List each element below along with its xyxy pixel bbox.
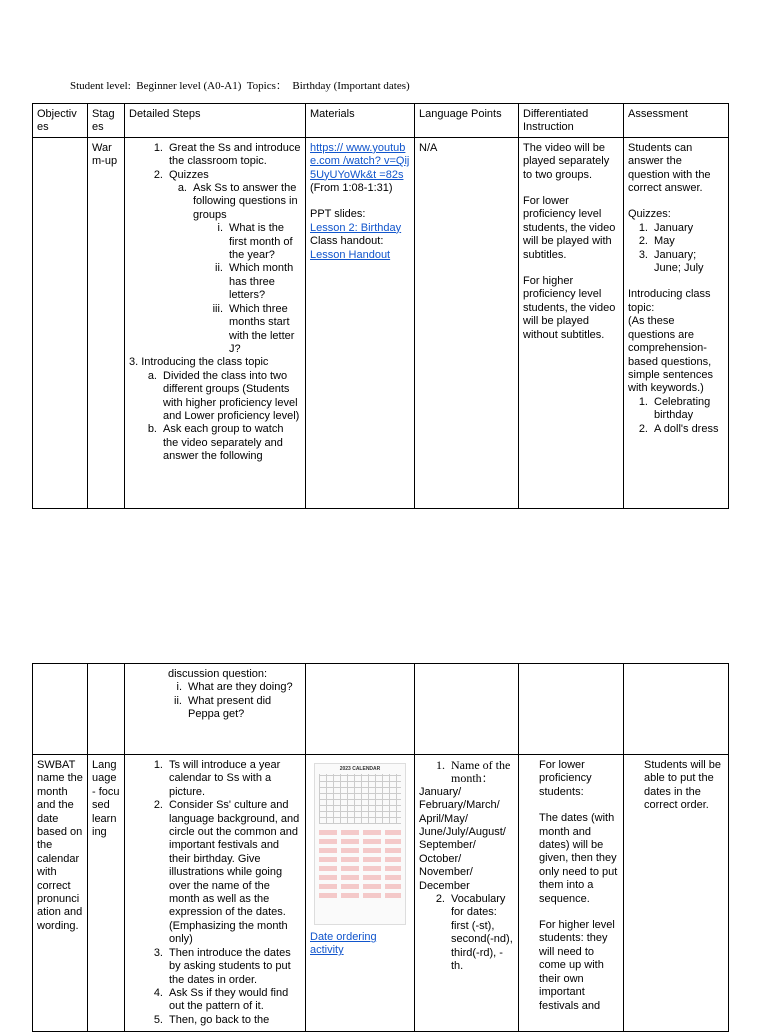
topics-label: Topics： bbox=[246, 80, 287, 92]
col-header-stages: Stag es bbox=[88, 104, 125, 138]
lesson-handout-link[interactable]: Lesson Handout bbox=[310, 248, 391, 261]
col-header-language-points: Language Points bbox=[415, 104, 519, 138]
lang-step-5: 5. Then, go back to the bbox=[153, 1013, 270, 1026]
lang-diff-2: The dates (with month and dates) will be given, then they only need to put them into a sequence. bbox=[539, 812, 618, 905]
lang-step-4: 4. Ask Ss if they would find out the pattern of it. bbox=[153, 986, 289, 1013]
ppt-label: PPT slides: bbox=[310, 208, 366, 221]
col-header-detailed-steps: Detailed Steps bbox=[125, 104, 306, 138]
language-objective: SWBAT name the month and the date based on the calendar with correct pronunci ation and wording. bbox=[33, 755, 88, 1032]
answer-1: 1. January bbox=[638, 221, 694, 234]
question-1: i. What is the first month of the year? bbox=[217, 222, 293, 262]
intro-note: (As these questions are comprehension-based questions, simple sentences with keywords.) bbox=[628, 315, 713, 395]
question-3: iii. Which three months start with the letter J? bbox=[212, 302, 295, 355]
topic-answer-2: 2. A doll's dress bbox=[638, 422, 719, 435]
topic-answer-1: 1. Celebrating birthday bbox=[638, 395, 711, 422]
quizzes-label: Quizzes: bbox=[628, 208, 671, 221]
discussion-question-1: i. What are they doing? bbox=[176, 681, 293, 694]
table-row-language-focused bbox=[33, 755, 729, 1032]
date-ordering-link[interactable]: Date ordering activity bbox=[310, 931, 377, 957]
lesson-plan-table-1 bbox=[32, 103, 729, 509]
warmup-materials bbox=[306, 137, 415, 508]
language-stage: Lang uage - focu sed learn ing bbox=[88, 755, 125, 1032]
lang-diff-1: For lower proficiency students: bbox=[539, 759, 592, 798]
language-materials bbox=[306, 755, 415, 1032]
calendar-image bbox=[314, 763, 406, 925]
step-3b: b. Ask each group to watch the video separately and answer the following bbox=[147, 423, 284, 463]
youtube-video-link[interactable]: https:// www.youtube.com /watch? v=Qij5UyUYoWk&t =82s bbox=[310, 141, 410, 181]
student-level-value: Beginner level (A0-A1) bbox=[136, 80, 242, 92]
question-2: ii. Which month has three letters? bbox=[215, 262, 294, 302]
lesson-plan-table-2 bbox=[32, 663, 729, 1032]
ppt-slides-link[interactable]: Lesson 2: Birthday bbox=[310, 221, 402, 234]
handout-label: Class handout: bbox=[310, 235, 384, 248]
warmup-assessment bbox=[624, 137, 729, 508]
lp-1: 1. Name of the month： bbox=[436, 758, 511, 786]
warmup-differentiated bbox=[519, 137, 624, 508]
col-header-assessment: Assessment bbox=[624, 104, 729, 138]
discussion-line: discussion question: bbox=[168, 668, 268, 680]
lang-diff-3: For higher level students: they will need to come up with their own important festivals and bbox=[539, 919, 615, 1012]
discussion-question-2: ii. What present did Peppa get? bbox=[174, 694, 272, 721]
col-header-objectives: Objectiv es bbox=[33, 104, 88, 138]
step-1: 1. Great the Ss and introduce the classroom topic. bbox=[153, 141, 301, 168]
language-assessment: Students will be able to put the dates in the correct order. bbox=[624, 755, 729, 1032]
language-steps bbox=[125, 755, 306, 1032]
warmup-language-points: N/A bbox=[415, 137, 519, 508]
table-row-warmup bbox=[33, 137, 729, 508]
diff-paragraph-1: The video will be played separately to two groups. bbox=[523, 141, 610, 181]
lang-step-2: 2. Consider Ss' culture and language background, and circle out the common and important festivals and their birthday. Give illustrations while going over the name of the month as well as the expression of the dates. (Emphasizing the month only) bbox=[153, 799, 300, 946]
assess-paragraph-1: Students can answer the question with the correct answer. bbox=[628, 141, 711, 195]
step-2: 2. Quizzes bbox=[153, 168, 209, 181]
intro-label: Introducing class topic: bbox=[628, 288, 711, 314]
answer-2: 2. May bbox=[638, 235, 675, 248]
col-header-materials: Materials bbox=[306, 104, 415, 138]
lp-2: 2. Vocabulary for dates: first (-st), second(-nd), third(-rd), -th. bbox=[435, 893, 513, 973]
step-2a: a. Ask Ss to answer the following questions in groups bbox=[177, 182, 298, 221]
diff-paragraph-2: For lower proficiency level students, the video will be played with subtitles. bbox=[523, 195, 616, 261]
lesson-header bbox=[70, 80, 410, 93]
step-3: 3. Introducing the class topic bbox=[129, 356, 269, 369]
answer-3: 3. January; June; July bbox=[638, 248, 704, 275]
language-differentiated bbox=[519, 755, 624, 1032]
table-header-row bbox=[33, 104, 729, 138]
table-row-continuation bbox=[33, 664, 729, 755]
warmup-objective bbox=[33, 137, 88, 508]
col-header-differentiated-instruction: Differentiated Instruction bbox=[519, 104, 624, 138]
video-time-note: (From 1:08-1:31) bbox=[310, 182, 393, 195]
topic-value: Birthday (Important dates) bbox=[292, 80, 410, 92]
step-3a: a. Divided the class into two different groups (Students with higher proficiency level and Lower proficiency level) bbox=[147, 369, 300, 422]
lang-step-3: 3. Then introduce the dates by asking students to put the dates in order. bbox=[153, 946, 291, 986]
continuation-steps bbox=[125, 664, 306, 755]
lang-step-1: 1. Ts will introduce a year calendar to Ss with a picture. bbox=[153, 759, 281, 798]
months-list: January/ February/March/ April/May/ June/July/August/ September/ October/ November/ December bbox=[419, 785, 506, 892]
student-level-label: Student level: bbox=[70, 80, 131, 92]
language-points bbox=[415, 755, 519, 1032]
warmup-steps bbox=[125, 137, 306, 508]
diff-paragraph-3: For higher proficiency level students, the video will be played without subtitles. bbox=[523, 275, 616, 341]
calendar-title: 2023 CALENDAR bbox=[339, 766, 381, 772]
warmup-stage: War m-up bbox=[88, 137, 125, 508]
